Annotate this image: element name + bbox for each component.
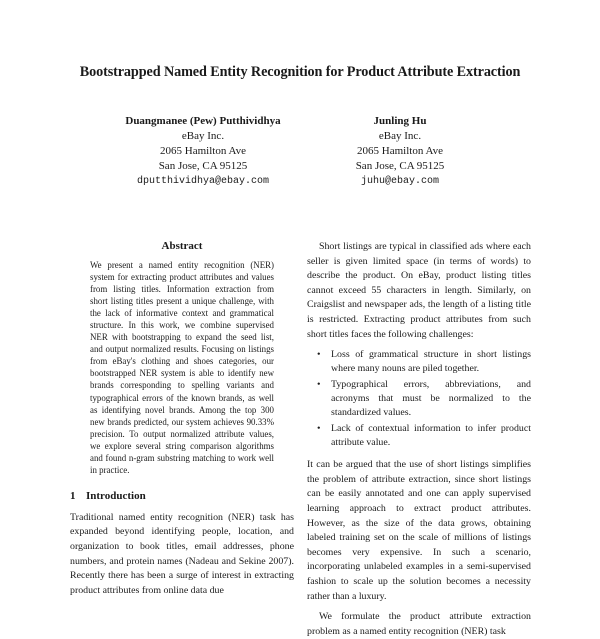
- paragraph-argument: It can be argued that the use of short listings simplifies the problem of attribute extraction, since short listings can be easily annotated and one can apply supervised learning approach to extract product attributes. However, as the size of the data grows, obtaining labeled training set on the scale of millions of listings becomes very expensive. In such a scenario, incorporating unlabeled examples in a semi-supervised fashion to scale up the solution becomes a necessity rather than a luxury.: [307, 459, 531, 602]
- list-item: • Loss of grammatical structure in short listings where many nouns are piled together.: [317, 349, 531, 375]
- author-address-line: San Jose, CA 95125: [158, 160, 248, 172]
- author-address-line: 2065 Hamilton Ave: [357, 145, 443, 157]
- paragraph-formulation: We formulate the product attribute extraction problem as a named entity recognition (NER) task: [307, 611, 531, 637]
- author-address-line: San Jose, CA 95125: [355, 160, 445, 172]
- section-title: Introduction: [86, 489, 146, 502]
- abstract-text: We present a named entity recognition (NER) system for extracting product attributes and values from listing titles. Information extraction from short listing titles present a unique challenge, with the lack of informative context and grammatical structure. In this work, we combine supervised NER with bootstrapping to expand the seed list, and output normalized results. Focusing on listings from eBay's clothing and shoes categories, our bootstrapped NER system is able to identify new brands corresponding to spelling variants and typographical errors of the known brands, as well as identifying novel brands. Among the top 300 new brands predicted, our system achieves 90.33% precision. To output normalized attribute values, we explore several string comparison algorithms and found n-gram substring matching to work well in practice.: [90, 260, 274, 475]
- author-email: dputthividhya@ebay.com: [136, 176, 270, 187]
- author-name: Duangmanee (Pew) Putthividhya: [125, 115, 281, 127]
- section-number: 1: [70, 489, 76, 502]
- author-affiliation: eBay Inc.: [181, 130, 225, 142]
- introduction-paragraph: Traditional named entity recognition (NER) task has expanded beyond identifying people, location, and organization to book titles, email addresses, phone numbers, and protein names (Nadeau and Sekine 2007). Recently there has been a surge of interest in extracting product attributes from online data due: [70, 511, 294, 596]
- abstract-heading: Abstract: [161, 240, 203, 252]
- paragraph-short-listings: Short listings are typical in classified ads where each seller is given limited space (in terms of words) to describe the product. On eBay, product listing titles cannot exceed 55 characters in length. Similarly, on Craigslist and newspaper ads, the length of a listing title is restricted. Extracting product attributes from such short titles faces the following challenges:: [307, 241, 531, 340]
- list-item: • Lack of contextual information to infer product attribute value.: [317, 423, 531, 449]
- author-email: juhu@ebay.com: [360, 176, 439, 187]
- author-block-2: [305, 114, 495, 189]
- list-item: • Typographical errors, abbreviations, and acronyms that must be normalized to the standardized values.: [317, 379, 531, 419]
- paper-title: Bootstrapped Named Entity Recognition for Product Attribute Extraction: [79, 64, 521, 80]
- author-affiliation: eBay Inc.: [378, 130, 422, 142]
- left-column: [70, 240, 294, 598]
- author-address-line: 2065 Hamilton Ave: [160, 145, 246, 157]
- bullet-icon: •: [317, 379, 321, 391]
- right-column: [307, 240, 531, 639]
- section-heading: [70, 490, 294, 502]
- author-name: Junling Hu: [373, 115, 427, 127]
- challenges-list: [307, 348, 531, 450]
- bullet-icon: •: [317, 423, 321, 435]
- author-block-1: [108, 114, 298, 189]
- bullet-icon: •: [317, 349, 321, 361]
